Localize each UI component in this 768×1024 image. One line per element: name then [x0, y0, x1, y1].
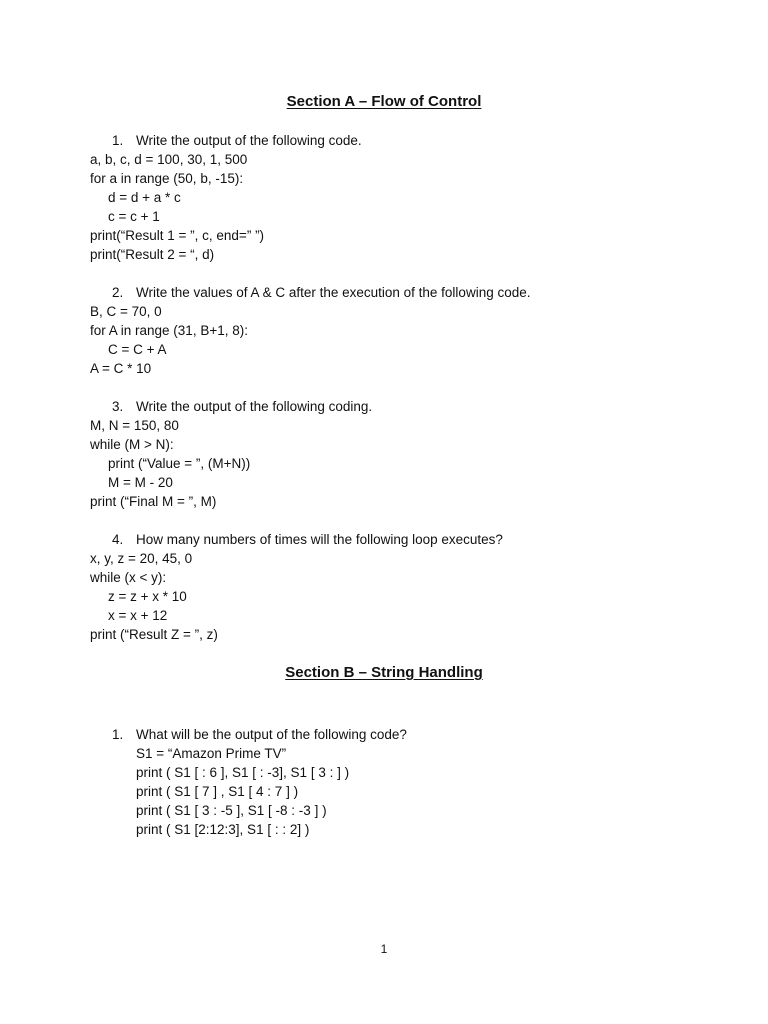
- code-line: for A in range (31, B+1, 8):: [90, 323, 248, 338]
- code-line: M, N = 150, 80: [90, 418, 179, 433]
- question-text: Write the output of the following code.: [136, 133, 362, 148]
- code-line: print(“Result 2 = “, d): [90, 247, 215, 262]
- question-header: [90, 283, 730, 302]
- question-text: What will be the output of the following code?: [136, 727, 407, 742]
- code-line: while (M > N):: [90, 437, 174, 452]
- question-text: Write the values of A & C after the execution of the following code.: [136, 285, 531, 300]
- code-line: print(“Result 1 = ”, c, end=” ”): [90, 228, 265, 243]
- question-a2: [90, 283, 730, 378]
- code-line: print (“Result Z = ”, z): [90, 627, 218, 642]
- code-line: C = C + A: [108, 342, 167, 357]
- code-line: for a in range (50, b, -15):: [90, 171, 244, 186]
- code-line: while (x < y):: [90, 570, 167, 585]
- question-a3: [90, 397, 730, 511]
- question-header: [90, 530, 730, 549]
- question-text: Write the output of the following coding.: [136, 399, 373, 414]
- question-number: 2.: [112, 285, 124, 300]
- question-number: 1.: [112, 133, 124, 148]
- code-line: print ( S1 [2:12:3], S1 [ : : 2] ): [136, 822, 310, 837]
- question-text: How many numbers of times will the following loop executes?: [136, 532, 503, 547]
- code-line: x, y, z = 20, 45, 0: [90, 551, 193, 566]
- question-number: 1.: [112, 727, 124, 742]
- code-line: M = M - 20: [108, 475, 173, 490]
- question-header: [90, 131, 730, 150]
- code-line: print ( S1 [ : 6 ], S1 [ : -3], S1 [ 3 : ] ): [136, 765, 350, 780]
- code-line: print ( S1 [ 3 : -5 ], S1 [ -8 : -3 ] ): [136, 803, 327, 818]
- question-header: [90, 397, 730, 416]
- code-line: z = z + x * 10: [108, 589, 187, 604]
- question-number: 3.: [112, 399, 124, 414]
- code-line: print ( S1 [ 7 ] , S1 [ 4 : 7 ] ): [136, 784, 299, 799]
- question-header: [90, 725, 730, 744]
- section-a-title: [0, 92, 768, 111]
- section-a-title-text: Section A – Flow of Control: [286, 93, 482, 110]
- code-line: c = c + 1: [108, 209, 160, 224]
- code-line: A = C * 10: [90, 361, 152, 376]
- question-number: 4.: [112, 532, 124, 547]
- section-b-title: [0, 663, 768, 682]
- code-line: S1 = “Amazon Prime TV”: [136, 746, 287, 761]
- code-line: a, b, c, d = 100, 30, 1, 500: [90, 152, 248, 167]
- page-number: 1: [380, 942, 388, 956]
- question-b1: [90, 725, 730, 839]
- code-line: B, C = 70, 0: [90, 304, 162, 319]
- question-a4: [90, 530, 730, 644]
- code-line: d = d + a * c: [108, 190, 181, 205]
- section-b-title-text: Section B – String Handling: [285, 664, 483, 681]
- code-line: print (“Final M = ”, M): [90, 494, 217, 509]
- code-line: x = x + 12: [108, 608, 168, 623]
- code-line: print (“Value = ”, (M+N)): [108, 456, 251, 471]
- question-a1: [90, 131, 730, 264]
